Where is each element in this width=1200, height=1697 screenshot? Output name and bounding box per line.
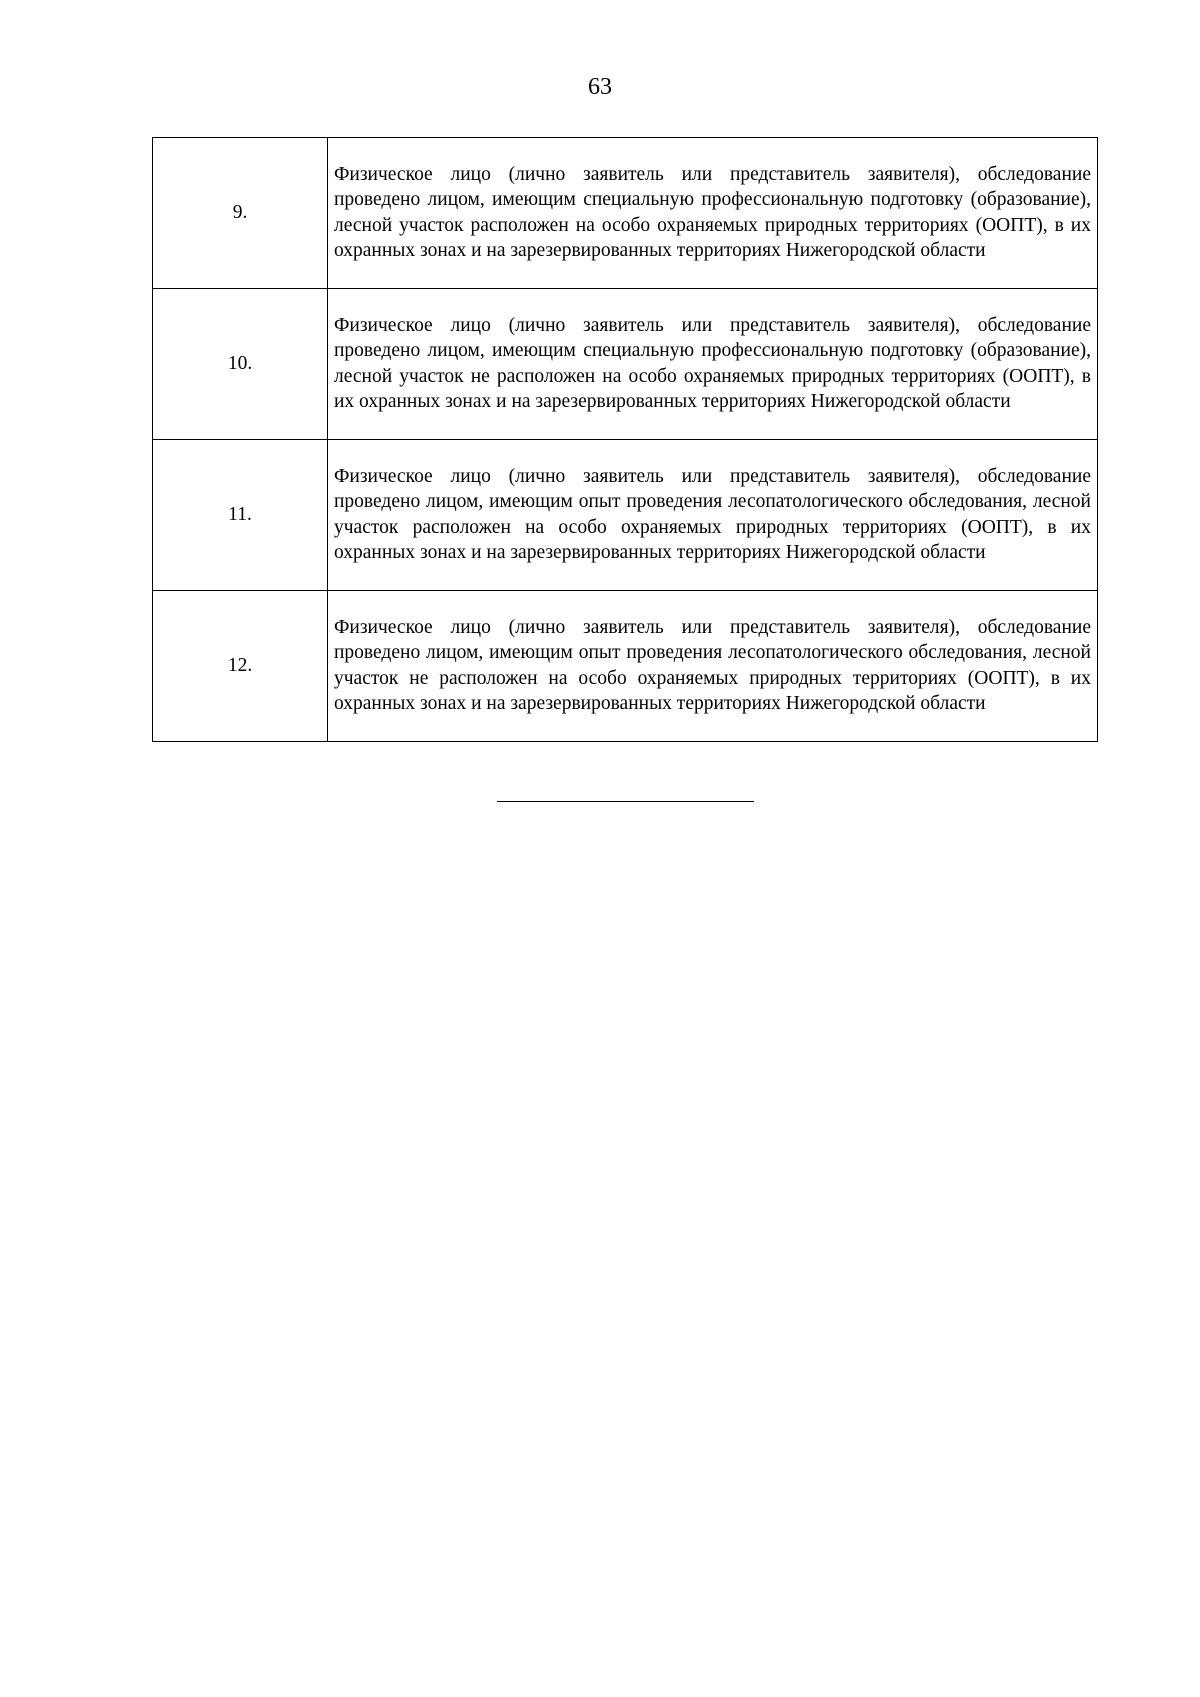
row-description-cell: Физическое лицо (лично заявитель или представитель заявителя), обследование проведено лицом, имеющим специальную профессиональную подготовку (образование), лесной участок не расположен на особо охраняемых природных территориях (ООПТ), в их охранных зонах и на зарезервированных территориях Нижегородской области	[328, 289, 1098, 440]
row-number-cell: 9.	[153, 138, 328, 289]
row-number-cell: 11.	[153, 440, 328, 591]
row-description-cell: Физическое лицо (лично заявитель или представитель заявителя), обследование проведено лицом, имеющим опыт проведения лесопатологического обследования, лесной участок не расположен на особо охраняемых природных территориях (ООПТ), в их охранных зонах и на зарезервированных территориях Нижегородской области	[328, 591, 1098, 742]
table-row	[153, 591, 1098, 742]
table-row	[153, 289, 1098, 440]
row-description-cell: Физическое лицо (лично заявитель или представитель заявителя), обследование проведено лицом, имеющим опыт проведения лесопатологического обследования, лесной участок расположен на особо охраняемых природных территориях (ООПТ), в их охранных зонах и на зарезервированных территориях Нижегородской области	[328, 440, 1098, 591]
page-number: 63	[588, 74, 612, 100]
row-number-cell: 12.	[153, 591, 328, 742]
table-row	[153, 440, 1098, 591]
row-description-cell: Физическое лицо (лично заявитель или представитель заявителя), обследование проведено лицом, имеющим специальную профессиональную подготовку (образование), лесной участок расположен на особо охраняемых природных территориях (ООПТ), в их охранных зонах и на зарезервированных территориях Нижегородской области	[328, 138, 1098, 289]
end-separator-line	[497, 801, 754, 802]
row-number-cell: 10.	[153, 289, 328, 440]
conditions-table	[152, 137, 1098, 742]
table-row	[153, 138, 1098, 289]
